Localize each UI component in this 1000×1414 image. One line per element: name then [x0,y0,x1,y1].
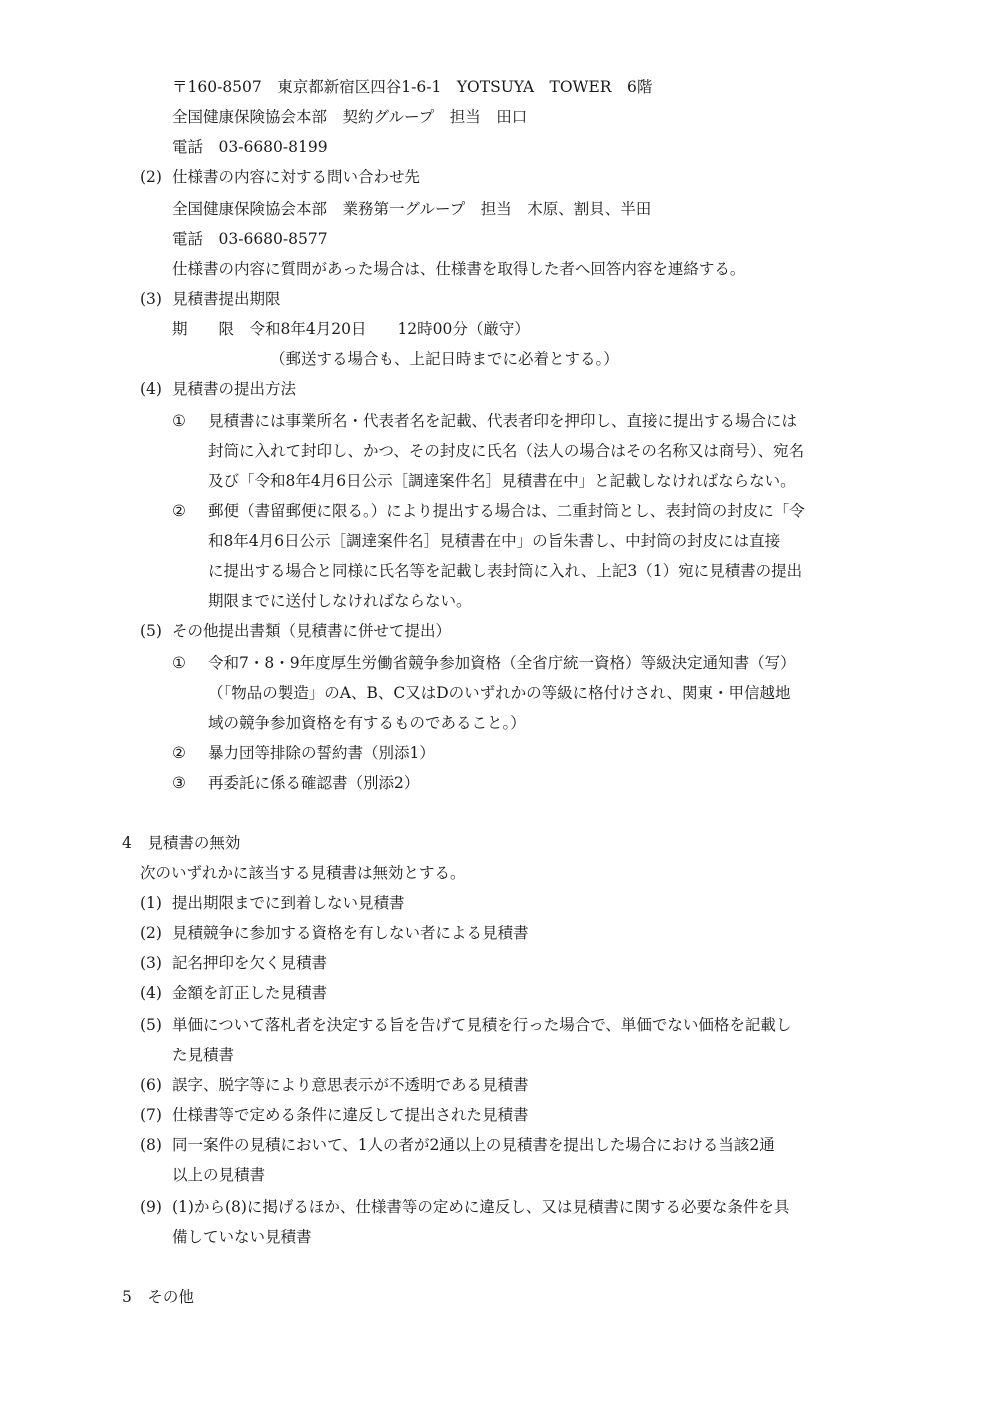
item5-title: その他提出書類（見積書に併せて提出） [172,622,452,640]
section4-item-marker: (3) [140,954,162,972]
section4-item-marker: (8) [140,1136,162,1154]
contact-dept: 全国健康保険協会本部 契約グループ 担当 田口 [172,108,528,126]
section4-item-line: た見積書 [172,1046,235,1064]
section4-item-line: 誤字、脱字等により意思表示が不透明である見積書 [172,1076,529,1094]
section4-item-marker: (5) [140,1016,162,1034]
item4-title: 見積書の提出方法 [172,380,297,398]
contact-phone: 電話 03-6680-8199 [172,138,328,156]
item4-sub1-line: 封筒に入れて封印し、かつ、その封皮に氏名（法人の場合はその名称又は商号）、宛名 [208,442,805,460]
item5-sub1-line: （「物品の製造」のA、B、C又はDのいずれかの等級に格付けされ、関東・甲信越地 [208,684,791,702]
section4-item-marker: (6) [140,1076,162,1094]
item5-sub1-line: 域の競争参加資格を有するものであること。） [208,714,526,732]
section4-heading: 4 見積書の無効 [122,834,241,852]
item4-sub1-marker: ① [172,412,186,430]
section4-item-marker: (9) [140,1198,162,1216]
item4-sub2-line: 和8年4月6日公示［調達案件名］見積書在中」の旨朱書し、中封筒の封皮には直接 [208,532,781,550]
item3-note: （郵送する場合も、上記日時までに必着とする。） [270,350,619,368]
item5-marker: (5) [140,622,162,640]
item3-title: 見積書提出期限 [172,290,281,308]
item2-note: 仕様書の内容に質問があった場合は、仕様書を取得した者へ回答内容を連絡する。 [172,260,746,278]
item5-sub2-marker: ② [172,744,186,762]
section4-item-line: 単価について落札者を決定する旨を告げて見積を行った場合で、単価でない価格を記載し [172,1016,792,1034]
item4-marker: (4) [140,380,162,398]
section4-item-line: 提出期限までに到着しない見積書 [172,894,405,912]
item4-sub2-marker: ② [172,502,186,520]
section4-item-line: 記名押印を欠く見積書 [172,954,328,972]
section4-item-line: (1)から(8)に掲げるほか、仕様書等の定めに違反し、又は見積書に関する必要な条件を具 [172,1198,790,1216]
section4-intro: 次のいずれかに該当する見積書は無効とする。 [140,864,466,882]
section4-item-marker: (4) [140,984,162,1002]
item5-sub3-line: 再委託に係る確認書（別添2） [208,774,420,792]
section4-item-marker: (2) [140,924,162,942]
section4-item-line: 金額を訂正した見積書 [172,984,328,1002]
section4-item-line: 仕様書等で定める条件に違反して提出された見積書 [172,1106,529,1124]
contact-address: 〒160-8507 東京都新宿区四谷1-6-1 YOTSUYA TOWER 6階 [172,78,653,96]
item4-sub1-line: 見積書には事業所名・代表者名を記載、代表者印を押印し、直接に提出する場合には [208,412,798,430]
item3-marker: (3) [140,290,162,308]
item5-sub3-marker: ③ [172,774,186,792]
item2-title: 仕様書の内容に対する問い合わせ先 [172,168,421,186]
item3-deadline: 期 限 令和8年4月20日 12時00分（厳守） [172,320,530,338]
section4-item-line: 同一案件の見積において、1人の者が2通以上の見積書を提出した場合における当該2通 [172,1136,775,1154]
item4-sub1-line: 及び「令和8年4月6日公示［調達案件名］見積書在中」と記載しなければならない。 [208,472,796,490]
item5-sub1-line: 令和7・8・9年度厚生労働省競争参加資格（全省庁統一資格）等級決定通知書（写） [208,654,796,672]
item2-dept: 全国健康保険協会本部 業務第一グループ 担当 木原、割貝、半田 [172,200,652,218]
item4-sub2-line: 郵便（書留郵便に限る。）により提出する場合は、二重封筒とし、表封筒の封皮に「令 [208,502,805,520]
section4-item-line: 以上の見積書 [172,1166,266,1184]
section4-item-marker: (1) [140,894,162,912]
item4-sub2-line: 期限までに送付しなければならない。 [208,592,472,610]
item4-sub2-line: に提出する場合と同様に氏名等を記載し表封筒に入れ、上記3（1）宛に見積書の提出 [208,562,803,580]
section5-heading: 5 その他 [122,1288,194,1306]
item5-sub2-line: 暴力団等排除の誓約書（別添1） [208,744,435,762]
item2-phone: 電話 03-6680-8577 [172,230,328,248]
section4-item-line: 備していない見積書 [172,1228,312,1246]
section4-item-line: 見積競争に参加する資格を有しない者による見積書 [172,924,529,942]
item5-sub1-marker: ① [172,654,186,672]
item2-marker: (2) [140,168,162,186]
section4-item-marker: (7) [140,1106,162,1124]
